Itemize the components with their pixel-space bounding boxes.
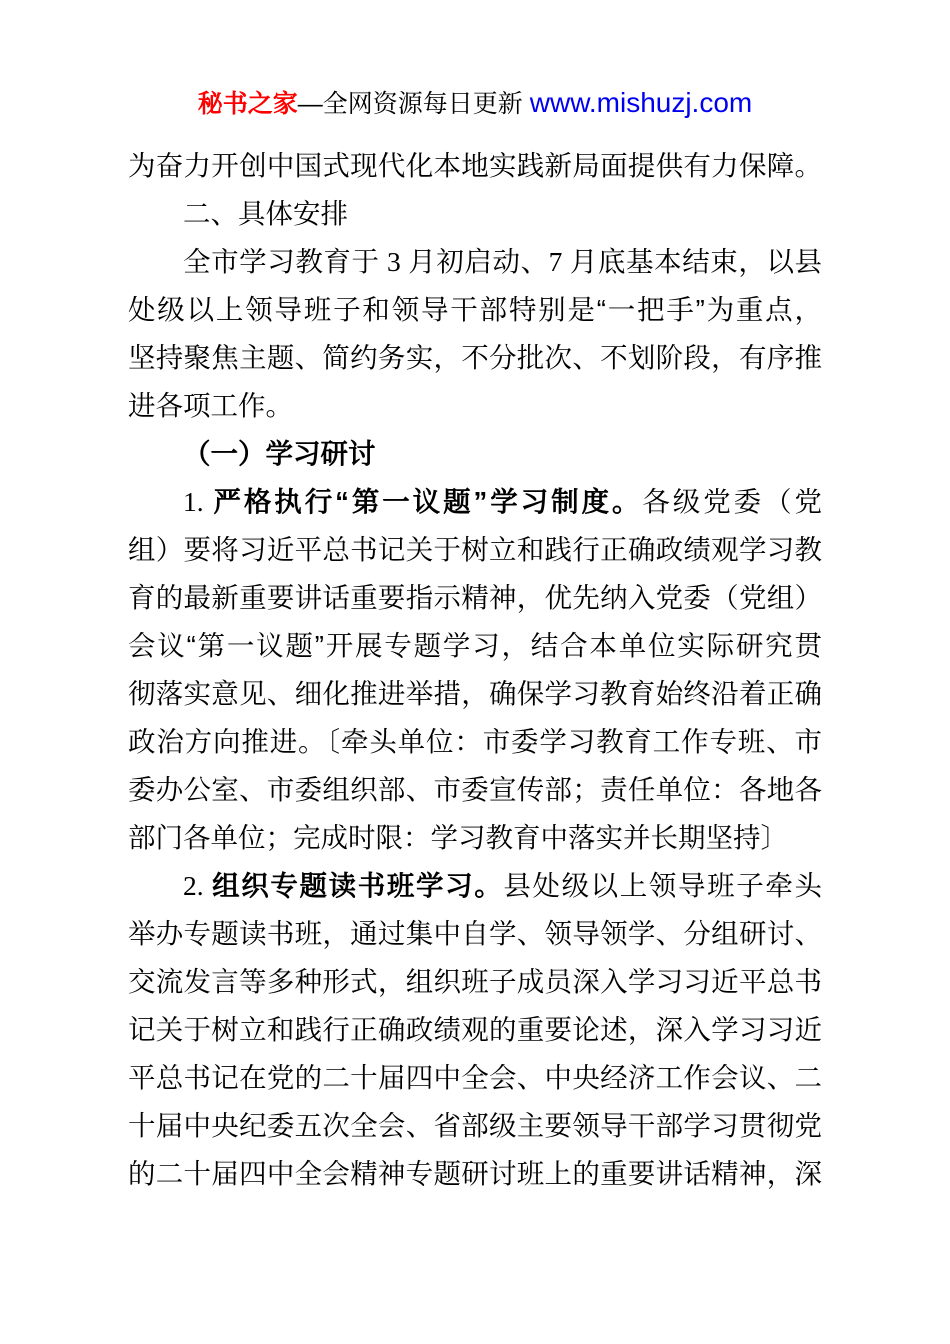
doc-line-15 (128, 814, 822, 862)
doc-line-10 (128, 574, 822, 622)
text-segment: 政治方向推进。〔牵头单位：市委学习教育工作专班、市 (128, 726, 822, 757)
text-segment: 坚持聚焦主题、简约务实，不分批次、不划阶段，有序推 (128, 342, 822, 373)
doc-line-14 (128, 766, 822, 814)
doc-line-21 (128, 1102, 822, 1150)
doc-line-9 (128, 526, 822, 574)
text-segment: 委办公室、市委组织部、市委宣传部；责任单位：各地各 (128, 774, 822, 805)
text-segment: 为奋力开创中国式现代化本地实践新局面提供有力保障。 (128, 150, 822, 181)
doc-line-1 (128, 142, 822, 190)
doc-line-3 (128, 238, 822, 286)
text-segment: 二、具体安排 (183, 198, 348, 229)
document-body (0, 142, 950, 1198)
text-segment: 全市学习教育于 (183, 246, 380, 277)
text-segment: 进各项工作。 (128, 390, 293, 421)
text-segment: 组）要将习近平总书记关于树立和践行正确政绩观学习教 (128, 534, 822, 565)
doc-line-7 (128, 430, 822, 478)
text-segment: 十届中央纪委五次全会、省部级主要领导干部学习贯彻党 (128, 1110, 822, 1141)
text-segment: （一）学习研讨 (183, 438, 376, 469)
text-segment: 2. (183, 870, 213, 901)
text-segment: 月初启动、 (408, 246, 549, 277)
page-header (0, 86, 950, 121)
site-name: 秘书之家 (197, 90, 298, 118)
text-segment: 举办专题读书班，通过集中自学、领导领学、分组研讨、 (128, 918, 822, 949)
doc-line-12 (128, 670, 822, 718)
site-tagline: —全网资源每日更新 (297, 90, 523, 118)
doc-line-13 (128, 718, 822, 766)
text-segment: 7 (548, 246, 570, 277)
doc-line-19 (128, 1006, 822, 1054)
doc-line-5 (128, 334, 822, 382)
doc-line-2 (128, 190, 822, 238)
text-segment: 严格执行“第一议题”学习制度。 (213, 486, 643, 517)
text-segment: 会议“第一议题”开展专题学习，结合本单位实际研究贯 (128, 630, 822, 661)
doc-line-11 (128, 622, 822, 670)
text-segment: 的二十届四中全会精神专题研讨班上的重要讲话精神，深 (128, 1158, 822, 1189)
doc-line-17 (128, 910, 822, 958)
text-segment: 记关于树立和践行正确政绩观的重要论述，深入学习习近 (128, 1014, 822, 1045)
text-segment: 县处级以上领导班子牵头 (503, 870, 822, 901)
text-segment: 3 (379, 246, 409, 277)
text-segment: 彻落实意见、细化推进举措，确保学习教育始终沿着正确 (128, 678, 822, 709)
text-segment: 平总书记在党的二十届四中全会、中央经济工作会议、二 (128, 1062, 822, 1093)
doc-line-16 (128, 862, 822, 910)
text-segment: 月底基本结束，以县 (569, 246, 822, 277)
text-segment: 组织专题读书班学习。 (212, 870, 504, 901)
doc-line-18 (128, 958, 822, 1006)
doc-line-22 (128, 1150, 822, 1198)
text-segment: 1. (183, 486, 214, 517)
text-segment: 交流发言等多种形式，组织班子成员深入学习习近平总书 (128, 966, 822, 997)
text-segment: 处级以上领导班子和领导干部特别是“一把手”为重点， (128, 294, 822, 325)
site-url-link[interactable]: www.mishuzj.com (529, 87, 753, 118)
doc-line-20 (128, 1054, 822, 1102)
doc-line-8 (128, 478, 822, 526)
doc-line-4 (128, 286, 822, 334)
text-segment: 部门各单位；完成时限：学习教育中落实并长期坚持〕 (128, 822, 788, 853)
text-segment: 育的最新重要讲话重要指示精神，优先纳入党委（党组） (128, 582, 822, 613)
doc-line-6 (128, 382, 822, 430)
text-segment: 各级党委（党 (642, 486, 822, 517)
